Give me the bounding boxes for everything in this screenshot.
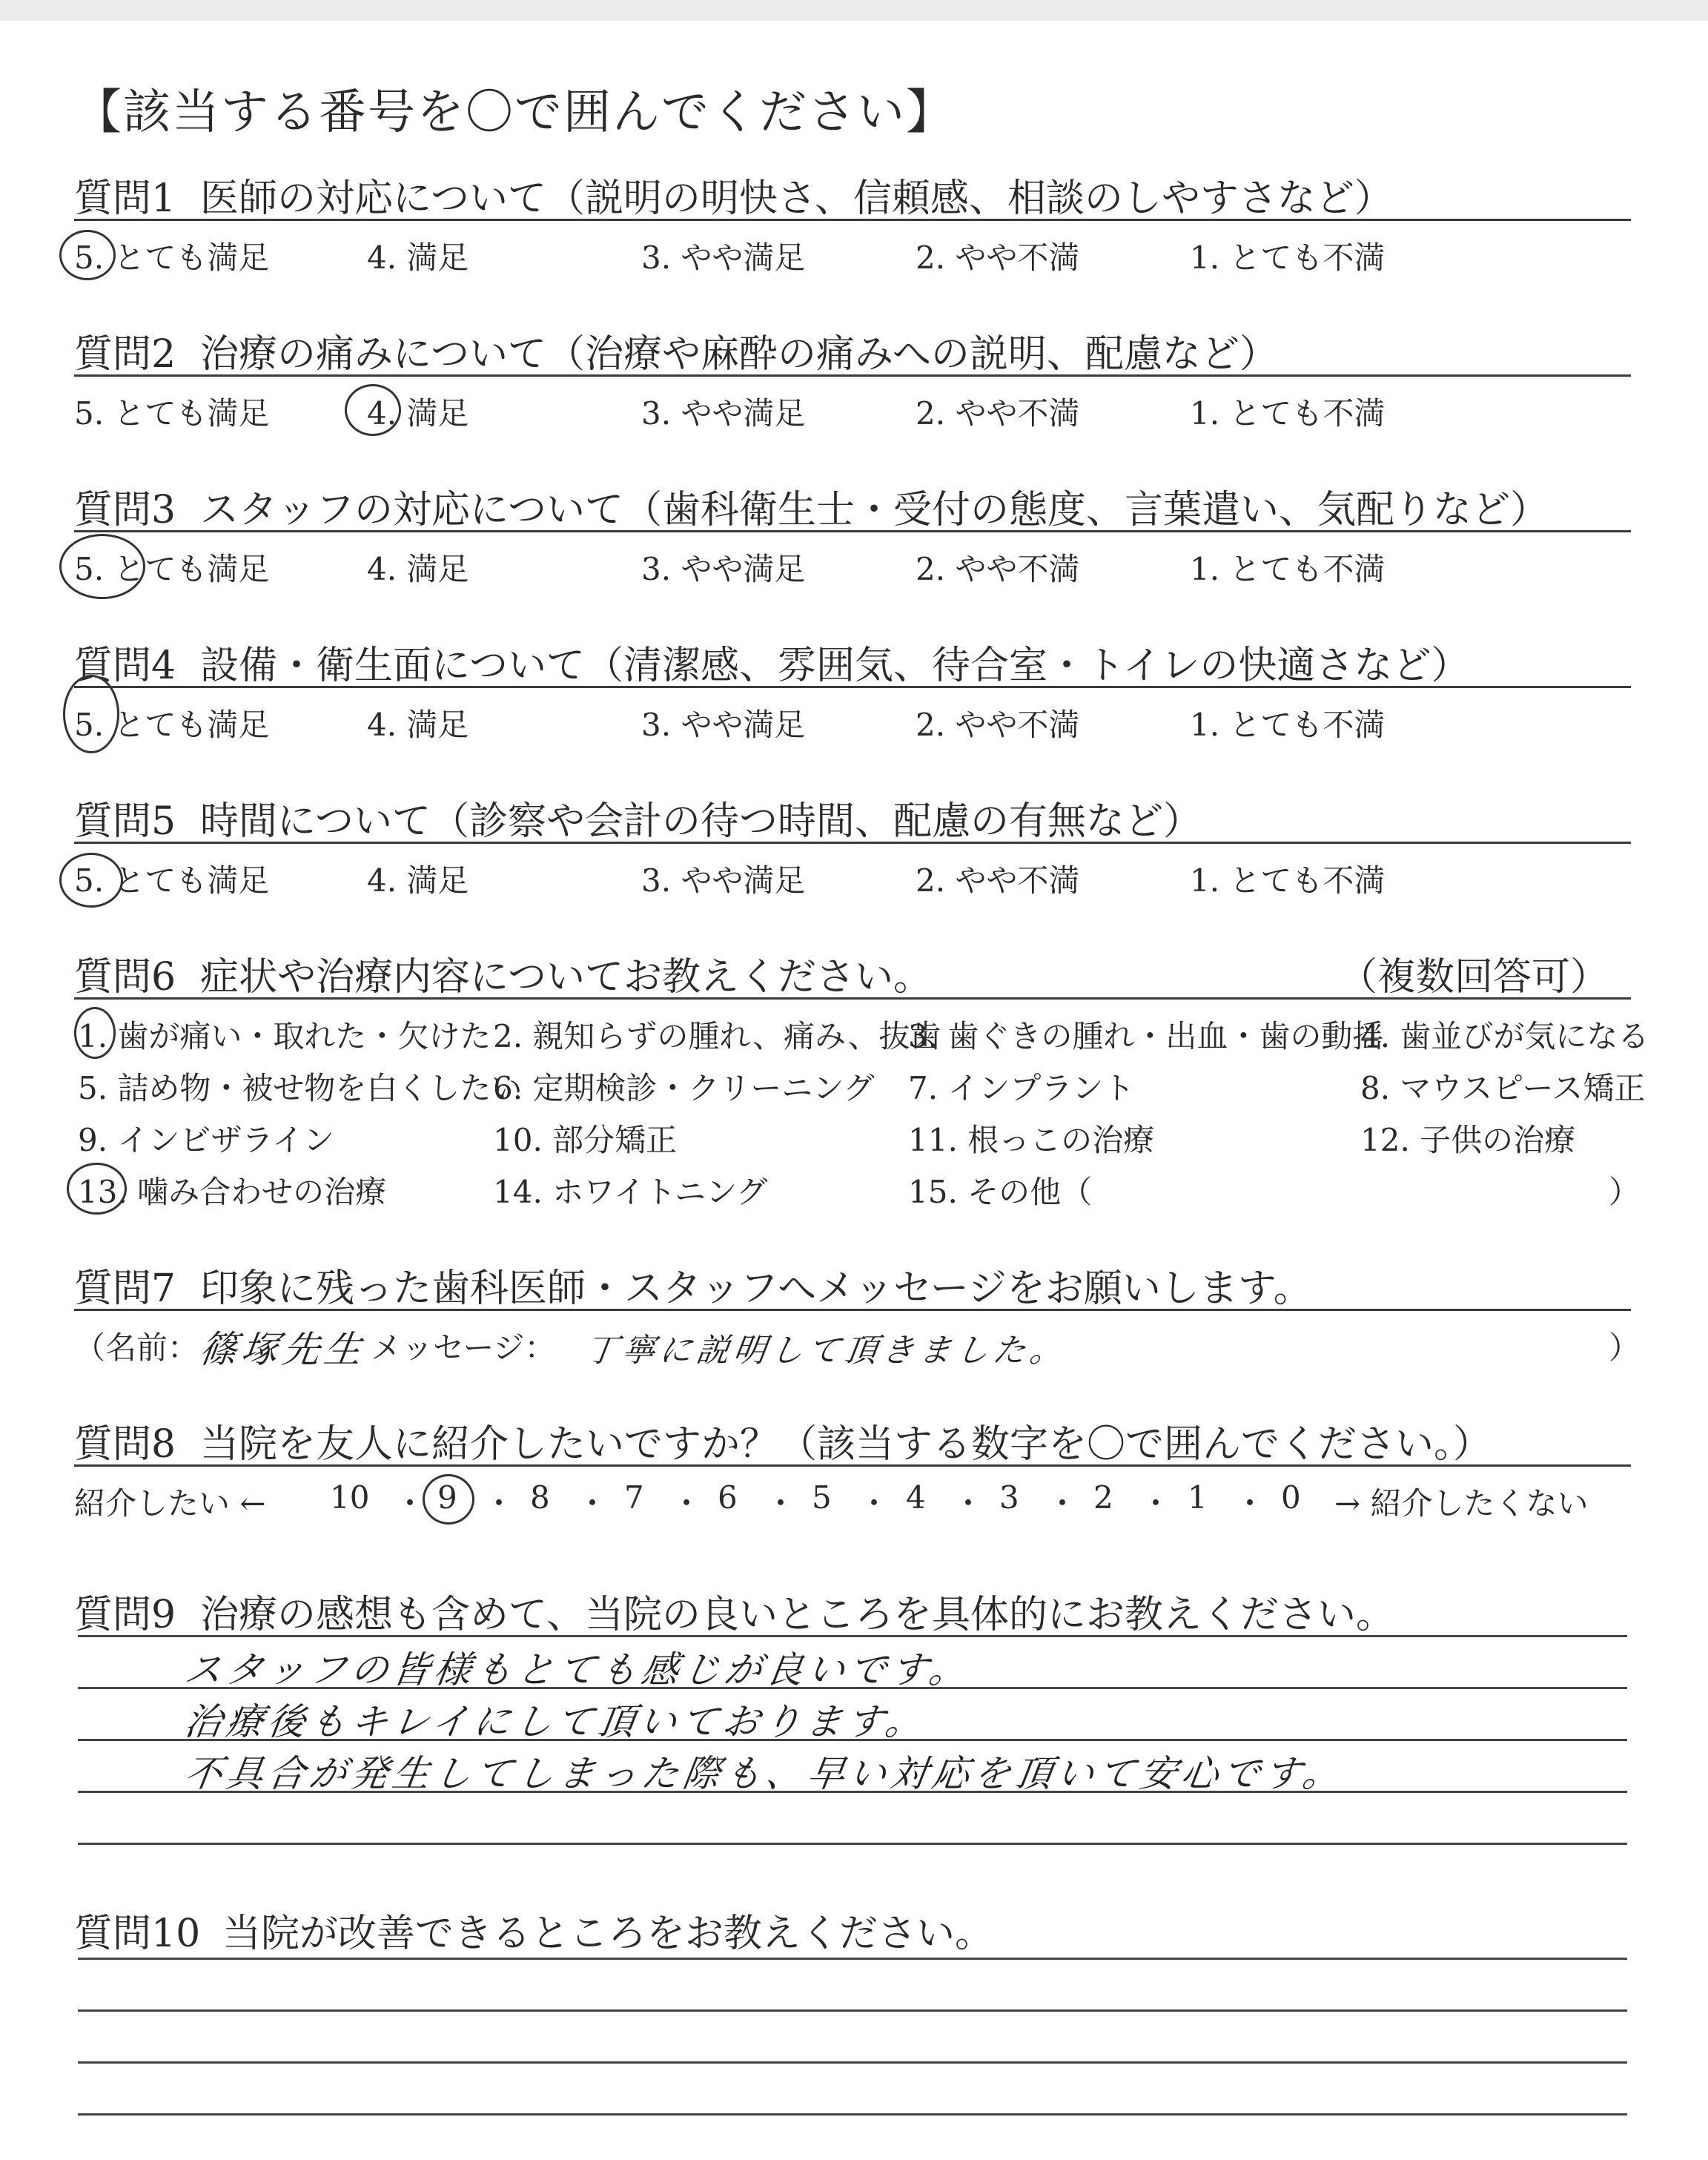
option-3[interactable]: 3. やや満足 <box>641 240 806 276</box>
scale-9[interactable]: 9 <box>437 1479 457 1516</box>
option-1[interactable]: 1. とても不満 <box>1190 707 1386 743</box>
answer-line <box>78 1687 1627 1689</box>
question-text: 医師の対応について（説明の明快さ、信頼感、相談のしやすさなど） <box>200 176 1393 221</box>
message-label: メッセージ： <box>371 1330 556 1366</box>
option-1[interactable]: 1. とても不満 <box>1190 240 1386 276</box>
scale-3[interactable]: 3 <box>999 1479 1019 1516</box>
option-1[interactable]: 1. とても不満 <box>1190 551 1386 587</box>
scale-dot: ・ <box>1234 1485 1266 1522</box>
answer-line <box>78 1958 1627 1960</box>
option-4[interactable]: 4. 満足 <box>367 551 469 587</box>
question-rule <box>74 219 1631 221</box>
answer-handwritten-3[interactable]: 不具合が発生してしまった際も、早い対応を頂いて安心です。 <box>182 1752 1348 1795</box>
question-number: 質問7 <box>74 1266 176 1311</box>
question-text: スタッフの対応について（歯科衛生士・受付の態度、言葉遣い、気配りなど） <box>200 488 1549 532</box>
question-number: 質問2 <box>74 332 176 377</box>
option-3[interactable]: 3. やや満足 <box>641 395 806 432</box>
question-rule <box>74 1464 1631 1467</box>
name-label: （名前： <box>74 1330 199 1366</box>
scale-dot: ・ <box>577 1485 609 1522</box>
option-3[interactable]: 3. やや満足 <box>641 707 806 743</box>
option-4[interactable]: 4. 満足 <box>367 395 469 432</box>
scale-dot: ・ <box>1140 1485 1172 1522</box>
question-text: 印象に残った歯科医師・スタッフへメッセージをお願いします。 <box>200 1266 1312 1311</box>
scale-dot: ・ <box>1047 1485 1079 1522</box>
message-close: ） <box>1609 1330 1641 1366</box>
answer-line <box>78 2113 1627 2116</box>
answer-line <box>78 1843 1627 1845</box>
option-4[interactable]: 4. 満足 <box>367 707 469 743</box>
question-text: 時間について（診察や会計の待つ時間、配慮の有無など） <box>200 799 1202 844</box>
q6-item[interactable]: 7. インプラント <box>908 1070 1135 1106</box>
scale-6[interactable]: 6 <box>718 1479 738 1516</box>
scale-2[interactable]: 2 <box>1093 1479 1113 1516</box>
answer-handwritten-2[interactable]: 治療後もキレイにして頂いております。 <box>182 1700 930 1743</box>
scale-4[interactable]: 4 <box>906 1479 926 1516</box>
q6-item[interactable]: 3. 歯ぐきの腫れ・出血・歯の動揺 <box>908 1018 1384 1054</box>
question-number: 質問3 <box>74 488 176 532</box>
option-5[interactable]: 5. とても満足 <box>74 862 270 899</box>
scale-dot: ・ <box>953 1485 984 1522</box>
option-2[interactable]: 2. やや不満 <box>916 551 1080 587</box>
q6-item[interactable]: 6. 定期検診・クリーニング <box>493 1070 875 1106</box>
option-3[interactable]: 3. やや満足 <box>641 551 806 587</box>
question-text: 治療の痛みについて（治療や麻酔の痛みへの説明、配慮など） <box>200 332 1278 377</box>
scale-1[interactable]: 1 <box>1188 1479 1208 1516</box>
scale-dot: ・ <box>394 1485 426 1522</box>
q6-item[interactable]: 13. 噛み合わせの治療 <box>78 1174 387 1210</box>
question-number: 質問1 <box>74 176 176 221</box>
option-5[interactable]: 5. とても満足 <box>74 551 270 587</box>
scale-dot: ・ <box>858 1485 890 1522</box>
q6-item[interactable]: 14. ホワイトニング <box>493 1174 768 1210</box>
question-rule <box>74 1309 1631 1311</box>
scale-7[interactable]: 7 <box>624 1479 644 1516</box>
question-text: 設備・衛生面について（清潔感、雰囲気、待合室・トイレの快適さなど） <box>200 644 1470 688</box>
option-2[interactable]: 2. やや不満 <box>916 395 1080 432</box>
q6-item[interactable]: 4. 歯並びが気になる <box>1360 1018 1649 1054</box>
option-1[interactable]: 1. とても不満 <box>1190 862 1386 899</box>
question-rule <box>74 374 1631 377</box>
question-rule <box>74 997 1631 1000</box>
question-number: 質問9 <box>74 1593 176 1637</box>
question-number: 質問4 <box>74 644 176 688</box>
option-5[interactable]: 5. とても満足 <box>74 707 270 743</box>
question-number: 質問10 <box>74 1912 201 1956</box>
option-4[interactable]: 4. 満足 <box>367 240 469 276</box>
answer-line <box>78 1635 1627 1637</box>
option-4[interactable]: 4. 満足 <box>367 862 469 899</box>
question-text: 当院が改善できるところをお教えください。 <box>222 1912 994 1956</box>
option-2[interactable]: 2. やや不満 <box>916 240 1080 276</box>
question-rule <box>74 842 1631 844</box>
q6-item[interactable]: 10. 部分矯正 <box>493 1122 678 1158</box>
answer-line <box>78 2009 1627 2012</box>
answer-handwritten-1[interactable]: スタッフの皆様もとても感じが良いです。 <box>182 1648 974 1691</box>
option-3[interactable]: 3. やや満足 <box>641 862 806 899</box>
scale-dot: ・ <box>671 1485 703 1522</box>
answer-line <box>78 1739 1627 1741</box>
recommend-scale <box>74 1479 319 1524</box>
multi-answer-note: （複数回答可） <box>1338 955 1609 1000</box>
page-title: 【該当する番号を〇で囲んでください】 <box>74 85 955 140</box>
question-number: 質問6 <box>74 955 176 1000</box>
scale-5[interactable]: 5 <box>812 1479 832 1516</box>
scale-dot: ・ <box>483 1485 515 1522</box>
option-1[interactable]: 1. とても不満 <box>1190 395 1386 432</box>
question-rule <box>74 530 1631 532</box>
answer-line <box>78 2061 1627 2064</box>
q6-item[interactable]: 11. 根っこの治療 <box>908 1122 1155 1158</box>
question-number: 質問8 <box>74 1422 176 1467</box>
q6-item[interactable]: 2. 親知らずの腫れ、痛み、抜歯 <box>493 1018 941 1054</box>
question-text: 症状や治療内容についてお教えください。 <box>200 955 932 1000</box>
q6-item-other[interactable]: 15. その他（ <box>908 1174 1093 1210</box>
question-text: 当院を友人に紹介したいですか？（該当する数字を〇で囲んでください。） <box>200 1422 1492 1467</box>
q6-item[interactable]: 1. 歯が痛い・取れた・欠けた <box>78 1018 491 1054</box>
scale-right-label: → 紹介したくない <box>1334 1485 1589 1522</box>
answer-line <box>78 1791 1627 1793</box>
scale-0[interactable]: 0 <box>1281 1479 1301 1516</box>
question-number: 質問5 <box>74 799 176 844</box>
q6-item[interactable]: 9. インビザライン <box>78 1122 335 1158</box>
option-5[interactable]: 5. とても満足 <box>74 240 270 276</box>
scan-top-strip <box>0 0 1708 21</box>
scale-10[interactable]: 10 <box>330 1479 370 1516</box>
scale-dot: ・ <box>765 1485 797 1522</box>
q6-item[interactable]: 5. 詰め物・被せ物を白くしたい <box>78 1070 523 1106</box>
scale-left-label: 紹介したい ← <box>74 1485 266 1522</box>
option-5[interactable]: 5. とても満足 <box>74 395 270 432</box>
q6-item[interactable]: 8. マウスピース矯正 <box>1360 1070 1646 1106</box>
question-text: 治療の感想も含めて、当院の良いところを具体的にお教えください。 <box>200 1593 1394 1637</box>
scale-8[interactable]: 8 <box>530 1479 550 1516</box>
name-handwritten[interactable]: 篠塚先生 <box>196 1328 369 1371</box>
message-handwritten[interactable]: 丁寧に説明して頂きました。 <box>582 1332 1070 1370</box>
option-2[interactable]: 2. やや不満 <box>916 862 1080 899</box>
q6-other-close: ） <box>1609 1174 1641 1210</box>
option-2[interactable]: 2. やや不満 <box>916 707 1080 743</box>
q6-item[interactable]: 12. 子供の治療 <box>1360 1122 1576 1158</box>
question-rule <box>74 686 1631 688</box>
